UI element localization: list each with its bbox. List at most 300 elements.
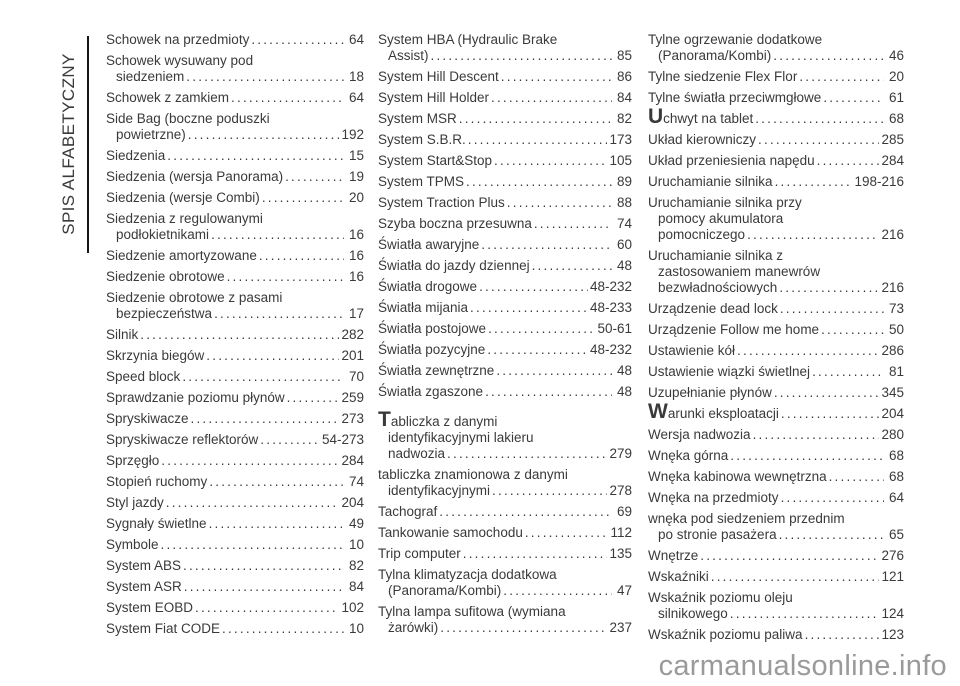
dot-leader xyxy=(507,195,612,211)
dot-leader xyxy=(496,363,612,379)
page-number: 49 xyxy=(348,516,364,531)
index-entry xyxy=(106,148,364,164)
page-number: 74 xyxy=(616,216,632,231)
index-entry xyxy=(106,327,364,343)
index-entry xyxy=(648,448,904,464)
page-number: 85 xyxy=(616,48,632,63)
index-entry xyxy=(648,69,904,85)
index-entry xyxy=(378,153,632,169)
entry-text: Tylna lampa sufitowa (wymiana xyxy=(378,604,566,619)
index-entry xyxy=(106,600,364,616)
page-number: 204 xyxy=(341,495,364,510)
entry-text: bezwładnościowych xyxy=(658,280,778,295)
index-entry xyxy=(378,279,632,295)
entry-text: Urządzenie Follow me home xyxy=(648,322,820,337)
index-column-1 xyxy=(106,32,364,648)
sidebar-rule xyxy=(87,36,89,253)
dot-leader xyxy=(188,127,340,143)
dot-leader xyxy=(463,546,608,562)
entry-text: Siedzenia (wersja Panorama) xyxy=(106,169,284,184)
entry-text: Ustawienie wiązki świetlnej xyxy=(648,364,811,379)
dot-leader xyxy=(781,406,880,422)
dot-leader xyxy=(534,216,612,232)
dot-leader xyxy=(459,111,612,127)
entry-text: System ABS xyxy=(106,558,182,573)
index-entry xyxy=(106,495,364,511)
entry-text: System MSR xyxy=(378,111,457,126)
page-number: 282 xyxy=(341,327,364,342)
index-entry xyxy=(106,432,364,448)
index-entry xyxy=(378,69,632,85)
index-entry xyxy=(106,111,364,143)
page-number: 102 xyxy=(341,600,364,615)
entry-text: System Fiat CODE xyxy=(106,621,221,636)
index-entry xyxy=(378,90,632,106)
page-number: 198-216 xyxy=(854,174,904,189)
entry-text: Siedzenia z regulowanymi xyxy=(106,211,263,226)
dot-leader xyxy=(166,495,340,511)
dot-leader xyxy=(206,348,339,364)
index-entry xyxy=(648,590,904,622)
index-entry xyxy=(378,363,632,379)
page-number: 216 xyxy=(881,280,904,295)
entry-text: Schowek na przedmioty xyxy=(106,32,250,47)
entry-text: Siedzenie amortyzowane xyxy=(106,248,257,263)
page-number: 48 xyxy=(616,384,632,399)
entry-text: Skrzynia biegów xyxy=(106,348,205,363)
page-number: 18 xyxy=(348,69,364,84)
dot-leader xyxy=(485,384,612,400)
index-entry xyxy=(648,569,904,585)
entry-text: Tylne siedzenie Flex Flor xyxy=(648,69,798,84)
entry-text: Światła drogowe xyxy=(378,279,478,294)
page-number: 280 xyxy=(881,427,904,442)
entry-text: System Traction Plus xyxy=(378,195,505,210)
index-entry xyxy=(106,516,364,532)
dot-leader xyxy=(774,385,880,401)
index-column-3 xyxy=(648,32,904,648)
index-entry xyxy=(648,400,904,423)
dot-leader xyxy=(259,248,344,264)
dot-leader xyxy=(161,537,344,553)
entry-text: Tylna klimatyzacja dodatkowa xyxy=(378,567,557,582)
dot-leader xyxy=(700,548,879,564)
entry-text: Wersja nadwozia xyxy=(648,427,751,442)
entry-text: Ustawienie kół xyxy=(648,343,736,358)
index-entry xyxy=(106,169,364,185)
dot-leader xyxy=(211,227,344,243)
page-number: 73 xyxy=(888,301,904,316)
dot-leader xyxy=(532,258,612,274)
page-number: 15 xyxy=(348,148,364,163)
page-number: 173 xyxy=(609,132,632,147)
index-entry xyxy=(378,342,632,358)
entry-text: Schowek z zamkiem xyxy=(106,90,230,105)
entry-text: Sygnały świetlne xyxy=(106,516,207,531)
dot-leader xyxy=(503,583,612,599)
dot-leader xyxy=(431,48,613,64)
dot-leader xyxy=(737,343,879,359)
entry-text: Układ przeniesienia napędu xyxy=(648,153,815,168)
entry-text: (Panorama/Kombi) xyxy=(388,583,502,598)
index-entry xyxy=(648,627,904,643)
dot-leader xyxy=(231,90,344,106)
page-number: 65 xyxy=(888,527,904,542)
page-number: 284 xyxy=(881,153,904,168)
entry-text: Side Bag (boczne poduszki xyxy=(106,111,270,126)
dot-leader xyxy=(182,369,344,385)
index-entry xyxy=(106,537,364,553)
page-number: 201 xyxy=(341,348,364,363)
index-entry xyxy=(378,32,632,64)
dot-leader xyxy=(753,427,880,443)
index-entry xyxy=(648,343,904,359)
index-entry xyxy=(378,321,632,337)
index-column-2 xyxy=(378,32,632,648)
page-number: 16 xyxy=(348,269,364,284)
page-number: 105 xyxy=(609,153,632,168)
index-entry xyxy=(648,195,904,243)
index-entry xyxy=(648,174,904,190)
index-entry xyxy=(648,490,904,506)
entry-text: Światła mijania xyxy=(378,300,469,315)
entry-text: Światła zewnętrzne xyxy=(378,363,495,378)
page-number: 54-273 xyxy=(321,432,364,447)
dot-leader xyxy=(805,627,880,643)
page-number: 68 xyxy=(888,469,904,484)
dot-leader xyxy=(779,527,884,543)
dot-leader xyxy=(479,279,588,295)
dot-leader xyxy=(209,474,344,490)
index-entry xyxy=(378,604,632,636)
page-number: 50-61 xyxy=(597,321,632,336)
entry-text: Silnik xyxy=(106,327,139,342)
entry-text: tabliczka znamionowa z danymi xyxy=(378,467,568,482)
entry-text: powietrzne) xyxy=(116,127,186,142)
page-number: 50 xyxy=(888,322,904,337)
page-number: 86 xyxy=(616,69,632,84)
entry-text: Światła postojowe xyxy=(378,321,487,336)
dot-leader xyxy=(779,280,879,296)
section-initial-letter: U xyxy=(648,105,664,128)
page-number: 48-232 xyxy=(589,342,632,357)
page-number: 10 xyxy=(348,621,364,636)
entry-text: Wnęka na przedmioty xyxy=(648,490,779,505)
index-entry xyxy=(106,90,364,106)
dot-leader xyxy=(501,69,612,85)
index-entry xyxy=(378,111,632,127)
entry-text: Urządzenie dead lock xyxy=(648,301,778,316)
page-number: 48 xyxy=(616,258,632,273)
dot-leader xyxy=(758,132,879,148)
dot-leader xyxy=(488,321,595,337)
page-number: 88 xyxy=(616,195,632,210)
index-entry xyxy=(106,190,364,206)
dot-leader xyxy=(195,600,339,616)
page-number: 237 xyxy=(609,620,632,635)
page-number: 81 xyxy=(888,364,904,379)
index-entry xyxy=(106,211,364,243)
dot-leader xyxy=(439,504,612,520)
page-number: 64 xyxy=(888,490,904,505)
index-entry xyxy=(378,216,632,232)
entry-text: żarówki) xyxy=(388,620,439,635)
index-entry xyxy=(106,411,364,427)
page-number: 19 xyxy=(348,169,364,184)
dot-leader xyxy=(466,174,612,190)
dot-leader xyxy=(214,306,344,322)
dot-leader xyxy=(525,525,609,541)
page-number: 46 xyxy=(888,48,904,63)
index-entry xyxy=(106,248,364,264)
entry-text: Assist) xyxy=(388,48,429,63)
entry-text: System EOBD xyxy=(106,600,194,615)
entry-text: Tylne ogrzewanie dodatkowe xyxy=(648,32,823,47)
index-entry xyxy=(648,322,904,338)
dot-leader xyxy=(775,174,853,190)
page-number: 64 xyxy=(348,32,364,47)
page-number: 82 xyxy=(348,558,364,573)
dot-leader xyxy=(711,569,880,585)
index-entry xyxy=(378,258,632,274)
index-entry xyxy=(648,364,904,380)
entry-text: podłokietnikami xyxy=(116,227,210,242)
entry-text: Wskaźnik poziomu oleju xyxy=(648,590,793,605)
page-number: 285 xyxy=(881,132,904,147)
dot-leader xyxy=(287,390,340,406)
entry-text: System S.B.R. xyxy=(378,132,466,147)
entry-text: Światła awaryjne xyxy=(378,237,480,252)
index-entry xyxy=(106,369,364,385)
index-entry xyxy=(648,32,904,64)
index-entry xyxy=(106,579,364,595)
index-entry xyxy=(106,269,364,285)
page-number: 278 xyxy=(609,483,632,498)
entry-text: Uzupełnianie płynów xyxy=(648,385,772,400)
index-entry xyxy=(378,384,632,400)
entry-text: Światła do jazdy dziennej xyxy=(378,258,530,273)
page-number: 61 xyxy=(888,90,904,105)
index-entry xyxy=(378,174,632,190)
page-number: 123 xyxy=(881,627,904,642)
entry-text: Sprawdzanie poziomu płynów xyxy=(106,390,285,405)
page-number: 124 xyxy=(881,606,904,621)
entry-text: System HBA (Hydraulic Brake xyxy=(378,32,558,47)
index-entry xyxy=(378,525,632,541)
dot-leader xyxy=(285,169,344,185)
page-number: 60 xyxy=(616,237,632,252)
page-number: 20 xyxy=(348,190,364,205)
index-entry xyxy=(648,90,904,106)
entry-text: Wnęka kabinowa wewnętrzna xyxy=(648,469,827,484)
index-entry xyxy=(378,237,632,253)
index-entry xyxy=(648,132,904,148)
page-number: 204 xyxy=(881,406,904,421)
section-initial-letter: W xyxy=(648,400,668,423)
entry-text: Uruchamianie silnika z xyxy=(648,248,784,263)
page-number: 279 xyxy=(609,446,632,461)
page-number: 16 xyxy=(348,227,364,242)
dot-leader xyxy=(470,300,588,316)
page-number: 112 xyxy=(610,525,632,540)
index-entry xyxy=(378,300,632,316)
entry-text: Tylne światła przeciwmgłowe xyxy=(648,90,822,105)
entry-text: Speed block xyxy=(106,369,181,384)
page-number: 48-233 xyxy=(589,300,632,315)
page-number: 70 xyxy=(348,369,364,384)
dot-leader xyxy=(492,483,607,499)
dot-leader xyxy=(481,237,612,253)
page-number: 121 xyxy=(881,569,904,584)
entry-text: System ASR xyxy=(106,579,182,594)
index-entry xyxy=(648,469,904,485)
entry-text: Warunki eksploatacji xyxy=(648,400,779,423)
dot-leader xyxy=(447,446,607,462)
page-number: 89 xyxy=(616,174,632,189)
dot-leader xyxy=(730,448,884,464)
index-entry xyxy=(106,558,364,574)
entry-text: Uruchamianie silnika xyxy=(648,174,773,189)
dot-leader xyxy=(440,620,607,636)
dot-leader xyxy=(755,111,884,127)
entry-text: System TPMS xyxy=(378,174,465,189)
entry-text: System Hill Holder xyxy=(378,90,490,105)
entry-text: Tachograf xyxy=(378,504,438,519)
entry-text: Siedzenie obrotowe xyxy=(106,269,225,284)
entry-text: wnęka pod siedzeniem przednim xyxy=(648,511,845,526)
index-entry xyxy=(106,32,364,48)
index-entry xyxy=(106,390,364,406)
sidebar-title: SPIS ALFABETYCZNY xyxy=(59,53,78,235)
index-entry xyxy=(378,504,632,520)
index-entry xyxy=(648,301,904,317)
dot-leader xyxy=(817,153,880,169)
entry-text: Układ kierowniczy xyxy=(648,132,757,147)
entry-text: Siedzenie obrotowe z pasami xyxy=(106,290,283,305)
dot-leader xyxy=(184,579,344,595)
dot-leader xyxy=(227,269,344,285)
entry-text: Sprzęgło xyxy=(106,453,160,468)
index-entry xyxy=(106,621,364,637)
index-entry xyxy=(106,453,364,469)
entry-text: Uruchamianie silnika przy xyxy=(648,195,802,210)
dot-leader xyxy=(468,132,608,148)
index-entry xyxy=(648,548,904,564)
page-number: 276 xyxy=(881,548,904,563)
page-number: 68 xyxy=(888,448,904,463)
page-number: 48 xyxy=(616,363,632,378)
dot-leader xyxy=(222,621,344,637)
page-number: 47 xyxy=(616,583,632,598)
dot-leader xyxy=(829,469,884,485)
dot-leader xyxy=(747,227,879,243)
dot-leader xyxy=(821,322,884,338)
entry-text: Trip computer xyxy=(378,546,461,561)
index-entry xyxy=(106,348,364,364)
page-number: 82 xyxy=(616,111,632,126)
page-number: 84 xyxy=(348,579,364,594)
entry-text: nadwozia xyxy=(388,446,446,461)
entry-text: Siedzenia (wersje Combi) xyxy=(106,190,260,205)
page-number: 16 xyxy=(348,248,364,263)
entry-text: Wskaźniki xyxy=(648,569,709,584)
index-entry xyxy=(648,427,904,443)
dot-leader xyxy=(823,90,884,106)
dot-leader xyxy=(140,327,339,343)
entry-text: po stronie pasażera xyxy=(658,527,777,542)
index-entry xyxy=(106,474,364,490)
dot-leader xyxy=(167,148,344,164)
dot-leader xyxy=(780,301,884,317)
entry-text: identyfikacyjnymi lakieru xyxy=(388,430,534,445)
dot-leader xyxy=(183,558,344,574)
entry-text: Siedzenia xyxy=(106,148,166,163)
index-entry xyxy=(378,132,632,148)
entry-text: identyfikacyjnymi xyxy=(388,483,491,498)
entry-text: Spryskiwacze xyxy=(106,411,189,426)
page-number: 345 xyxy=(881,385,904,400)
index-entry xyxy=(106,290,364,322)
dot-leader xyxy=(186,69,344,85)
page-number: 74 xyxy=(348,474,364,489)
dot-leader xyxy=(191,411,340,427)
entry-text: Szyba boczna przesuwna xyxy=(378,216,532,231)
entry-text: bezpieczeństwa xyxy=(116,306,213,321)
page-number: 68 xyxy=(888,111,904,126)
section-initial-letter: T xyxy=(378,408,391,431)
dot-leader xyxy=(260,432,320,448)
index-entry xyxy=(378,467,632,499)
entry-text: Uchwyt na tablet xyxy=(648,105,754,128)
entry-text: Styl jazdy xyxy=(106,495,164,510)
index-entry xyxy=(648,248,904,296)
index-entry xyxy=(106,53,364,85)
entry-text: System Start&Stop xyxy=(378,153,493,168)
index-entry xyxy=(378,546,632,562)
index-entry xyxy=(378,567,632,599)
entry-text: System Hill Descent xyxy=(378,69,499,84)
index-entry xyxy=(648,385,904,401)
dot-leader xyxy=(799,69,884,85)
page-number: 10 xyxy=(348,537,364,552)
index-entry xyxy=(648,511,904,543)
index-entry xyxy=(378,408,632,462)
entry-text: Wnęka górna xyxy=(648,448,729,463)
page-number: 273 xyxy=(341,411,364,426)
entry-text: silnikowego xyxy=(658,606,728,621)
page-number: 135 xyxy=(609,546,632,561)
entry-text: Wskaźnik poziomu paliwa xyxy=(648,627,803,642)
index-entry xyxy=(648,105,904,128)
entry-text: Tankowanie samochodu xyxy=(378,525,523,540)
page-number: 84 xyxy=(616,90,632,105)
dot-leader xyxy=(209,516,344,532)
entry-text: pomocy akumulatora xyxy=(658,211,784,226)
index-entry xyxy=(648,153,904,169)
watermark-text: carmanualsonline.info xyxy=(658,650,947,682)
dot-leader xyxy=(781,490,884,506)
entry-text: Światła pozycyjne xyxy=(378,342,486,357)
entry-text: Tabliczka z danymi xyxy=(378,408,498,431)
entry-text: Spryskiwacze reflektorów xyxy=(106,432,259,447)
entry-text: Schowek wysuwany pod xyxy=(106,53,254,68)
page-number: 20 xyxy=(888,69,904,84)
page-number: 48-232 xyxy=(589,279,632,294)
page-number: 259 xyxy=(341,390,364,405)
page-number: 192 xyxy=(341,127,364,142)
entry-text: Symbole xyxy=(106,537,159,552)
dot-leader xyxy=(812,364,884,380)
